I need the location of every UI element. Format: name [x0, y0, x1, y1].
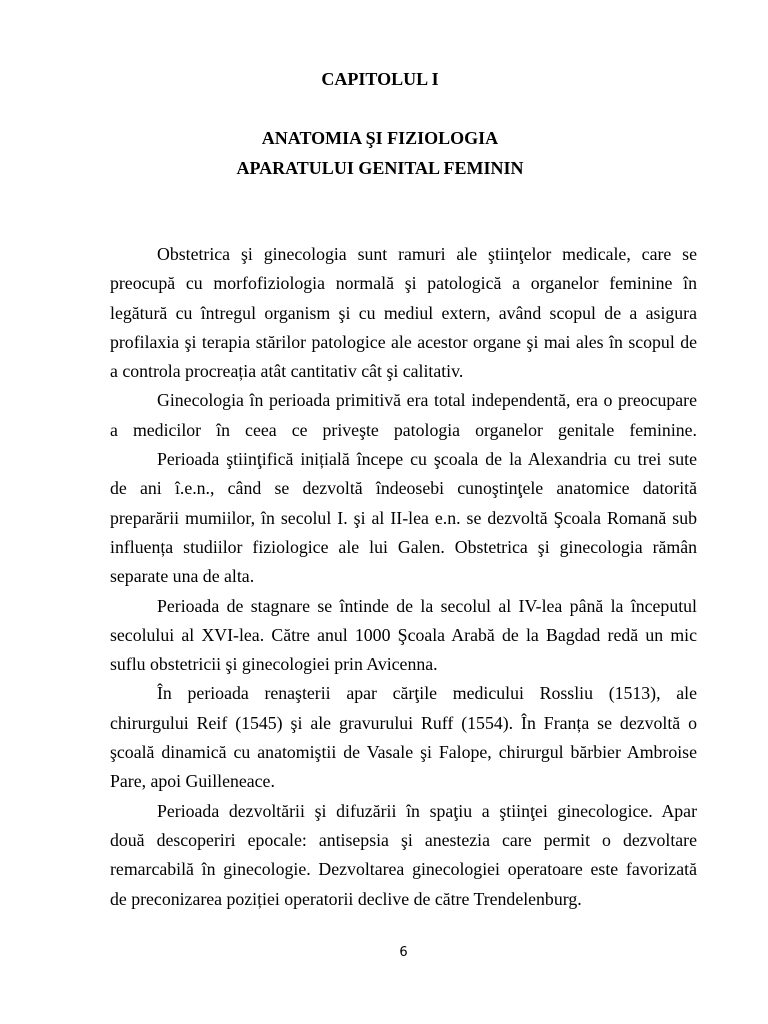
text-line: a controla procreația atât cantitativ cât şi calitativ.	[110, 361, 464, 382]
paragraph	[110, 240, 697, 386]
text-line: legătură cu întregul organism şi cu mediul extern, având scopul de a asigura	[110, 302, 697, 323]
chapter-label: CAPITOLUL I	[321, 69, 439, 89]
text-line: separate una de alta.	[110, 566, 255, 587]
text-line: influența studiilor fiziologice ale lui Galen. Obstetrica şi ginecologia rămân	[110, 536, 697, 557]
text-line: Obstetrica şi ginecologia sunt ramuri ale ştiinţelor medicale, care se	[157, 244, 697, 264]
text-line: Perioada de stagnare se întinde de la secolul al IV-lea până la începutul	[157, 595, 697, 616]
text-line: două descoperiri epocale: antisepsia şi anestezia care permit o dezvoltare	[110, 829, 697, 850]
chapter-title-line-1: ANATOMIA ŞI FIZIOLOGIA	[261, 128, 499, 148]
text-line: profilaxia şi terapia stărilor patologice ale acestor organe şi mai ales în scopul de	[110, 331, 697, 352]
text-line: preocupă cu morfofiziologia normală şi patologică a organelor feminine în	[110, 273, 697, 294]
text-line: chirurgului Reif (1545) şi ale gravurului Ruff (1554). În Franța se dezvoltă o	[110, 712, 697, 733]
text-line: suflu obstetricii şi ginecologiei prin Avicenna.	[110, 654, 438, 675]
text-line: Perioada ştiinţifică inițială începe cu şcoala de la Alexandria cu trei sute	[157, 449, 697, 470]
text-line: Ginecologia în perioada primitivă era total independentă, era o preocupare	[157, 390, 697, 411]
paragraph	[110, 445, 697, 591]
paragraph	[110, 386, 697, 445]
text-line: secolului al XVI-lea. Către anul 1000 Şcoala Arabă de la Bagdad redă un mic	[110, 624, 697, 645]
text-line: preparării mumiilor, în secolul I. şi al II-lea e.n. se dezvoltă Şcoala Romană sub	[110, 507, 697, 528]
paragraph	[110, 679, 697, 796]
text-line: În perioada renaşterii apar cărţile medicului Rossliu (1513), ale	[157, 683, 697, 704]
body-text	[110, 240, 697, 914]
text-line: de preconizarea poziției operatorii declive de către Trendelenburg.	[110, 888, 582, 909]
text-line: Perioada dezvoltării şi difuzării în spaţiu a ştiinţei ginecologice. Apar	[157, 800, 697, 821]
chapter-title-line-2: APARATULUI GENITAL FEMININ	[236, 158, 524, 178]
text-line: de ani î.e.n., când se dezvoltă îndeosebi cunoştinţele anatomice datorită	[110, 478, 697, 499]
page-number: 6	[399, 945, 408, 960]
text-line: a medicilor în ceea ce priveşte patologia organelor genitale feminine.	[110, 419, 697, 440]
paragraph	[110, 797, 697, 914]
text-line: remarcabilă în ginecologie. Dezvoltarea ginecologiei operatoare este favorizată	[110, 859, 697, 880]
text-line: şcoală dinamică cu anatomiştii de Vasale şi Falope, chirurgul bărbier Ambroise	[110, 742, 697, 763]
paragraph	[110, 592, 697, 680]
text-line: Pare, apoi Guilleneace.	[110, 771, 275, 792]
